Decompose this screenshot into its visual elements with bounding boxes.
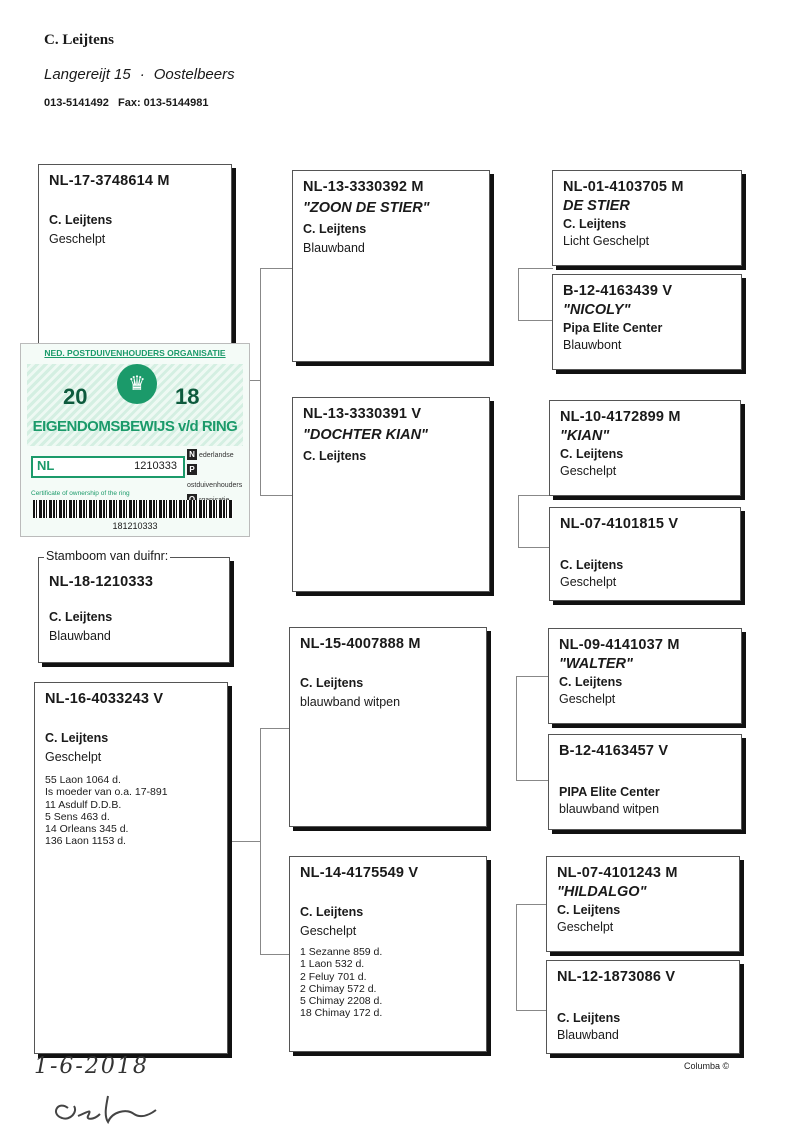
handwritten-date: 1-6-2018 bbox=[34, 1054, 149, 1079]
great-grandparent-card bbox=[552, 274, 742, 370]
connector bbox=[518, 320, 553, 321]
connector bbox=[516, 1010, 548, 1011]
result-line: 18 Chimay 172 d. bbox=[300, 1007, 383, 1020]
owner: C. Leijtens bbox=[560, 447, 624, 461]
owner: C. Leijtens bbox=[560, 558, 624, 572]
ring-number: NL-12-1873086 V bbox=[557, 969, 676, 985]
owner: C. Leijtens bbox=[303, 222, 367, 236]
subject-card bbox=[38, 557, 230, 663]
color: Licht Geschelpt bbox=[563, 234, 650, 248]
results-list bbox=[45, 774, 217, 848]
connector bbox=[516, 904, 517, 1010]
pigeon-name: "DOCHTER KIAN" bbox=[303, 427, 428, 443]
npo-letter: N bbox=[187, 449, 197, 460]
result-line: 136 Laon 1153 d. bbox=[45, 835, 126, 848]
result-line: 14 Orleans 345 d. bbox=[45, 823, 129, 836]
ring-number: NL-07-4101815 V bbox=[560, 516, 679, 532]
result-line: 2 Chimay 572 d. bbox=[300, 982, 377, 995]
color: Blauwbont bbox=[563, 338, 622, 352]
result-line: 1 Laon 532 d. bbox=[300, 958, 365, 971]
color: blauwband witpen bbox=[559, 802, 660, 816]
sticker-year-left: 20 bbox=[63, 384, 88, 409]
ring-number: NL-07-4101243 M bbox=[557, 865, 678, 881]
handwritten-signature-icon bbox=[48, 1090, 168, 1131]
owner: C. Leijtens bbox=[49, 213, 113, 227]
connector bbox=[260, 268, 261, 495]
color: Geschelpt bbox=[560, 464, 617, 478]
result-line: 5 Chimay 2208 d. bbox=[300, 995, 383, 1008]
color: Geschelpt bbox=[557, 920, 614, 934]
connector bbox=[518, 268, 553, 269]
color: Blauwband bbox=[49, 629, 111, 643]
mother-card bbox=[34, 682, 228, 1054]
connector bbox=[260, 728, 290, 729]
connector bbox=[260, 728, 261, 954]
owner: C. Leijtens bbox=[300, 676, 364, 690]
color: Geschelpt bbox=[560, 575, 617, 589]
owner: C. Leijtens bbox=[557, 1011, 621, 1025]
npo-word: ostduivenhouders bbox=[187, 482, 243, 489]
great-grandparent-card bbox=[546, 960, 740, 1054]
connector bbox=[516, 780, 550, 781]
pigeon-name: "HILDALGO" bbox=[557, 884, 647, 900]
ring-number: NL-18-1210333 bbox=[49, 574, 154, 590]
breeder-address bbox=[44, 66, 235, 83]
ring-number: NL-13-3330392 M bbox=[303, 179, 424, 195]
city: Oostelbeers bbox=[153, 66, 235, 83]
ring-number: NL-14-4175549 V bbox=[300, 865, 419, 881]
owner: C. Leijtens bbox=[557, 903, 621, 917]
connector bbox=[518, 495, 550, 496]
color: blauwband witpen bbox=[300, 695, 401, 709]
granddam-maternal-card bbox=[289, 856, 487, 1052]
ring-number: NL-15-4007888 M bbox=[300, 636, 421, 652]
color: Geschelpt bbox=[559, 692, 616, 706]
barcode-icon bbox=[33, 500, 233, 518]
ring-number: NL-01-4103705 M bbox=[563, 179, 684, 195]
sticker-org-logo bbox=[187, 448, 249, 508]
father-card bbox=[38, 164, 232, 354]
sticker-ring-number: 1210333 bbox=[134, 460, 177, 472]
sticker-year-right: 18 bbox=[175, 384, 200, 409]
sticker-footnote: Certificate of ownership of the ring bbox=[31, 490, 130, 497]
color: Blauwband bbox=[303, 241, 365, 255]
owner: C. Leijtens bbox=[300, 905, 364, 919]
color: Geschelpt bbox=[300, 924, 357, 938]
great-grandparent-card bbox=[549, 507, 741, 601]
pigeon-name: DE STIER bbox=[563, 198, 630, 214]
owner: C. Leijtens bbox=[49, 610, 113, 624]
ring-number: NL-16-4033243 V bbox=[45, 691, 164, 707]
connector bbox=[516, 676, 517, 780]
ring-ownership-sticker bbox=[20, 343, 250, 537]
street: Langereijt 15 bbox=[44, 66, 131, 83]
sticker-ring-box bbox=[31, 456, 185, 478]
connector bbox=[518, 268, 519, 320]
connector bbox=[260, 268, 293, 269]
sticker-doc-title: EIGENDOMSBEWIJS v/d RING bbox=[32, 418, 238, 435]
granddam-paternal-card bbox=[292, 397, 490, 592]
great-grandparent-card bbox=[546, 856, 740, 952]
results-list bbox=[300, 946, 476, 1020]
pigeon-name: "WALTER" bbox=[559, 656, 633, 672]
ring-number: NL-10-4172899 M bbox=[560, 409, 681, 425]
pigeon-name: "KIAN" bbox=[560, 428, 610, 444]
sticker-org-title: NED. POSTDUIVENHOUDERS ORGANISATIE bbox=[44, 348, 226, 358]
great-grandparent-card bbox=[548, 628, 742, 724]
owner: PIPA Elite Center bbox=[559, 785, 660, 799]
result-line: 1 Sezanne 859 d. bbox=[300, 946, 383, 958]
breeder-name: C. Leijtens bbox=[44, 32, 114, 48]
ring-number: NL-09-4141037 M bbox=[559, 637, 680, 653]
owner: C. Leijtens bbox=[563, 217, 627, 231]
great-grandparent-card bbox=[552, 170, 742, 266]
result-line: 11 Asdulf D.D.B. bbox=[45, 798, 122, 811]
connector bbox=[260, 954, 290, 955]
connector bbox=[228, 841, 260, 842]
grandsire-maternal-card bbox=[289, 627, 487, 827]
pigeon-name: "ZOON DE STIER" bbox=[303, 200, 430, 216]
grandsire-paternal-card bbox=[292, 170, 490, 362]
color: Blauwband bbox=[557, 1028, 619, 1042]
pedigree-label: Stamboom van duifnr: bbox=[46, 549, 169, 563]
npo-word: ederlandse bbox=[199, 452, 234, 459]
pigeon-name: "NICOLY" bbox=[563, 302, 631, 318]
owner: C. Leijtens bbox=[559, 675, 623, 689]
sticker-country: NL bbox=[37, 458, 55, 473]
ring-number: B-12-4163439 V bbox=[563, 283, 673, 299]
result-line: 5 Sens 463 d. bbox=[45, 810, 110, 823]
ring-number: NL-17-3748614 M bbox=[49, 173, 170, 189]
brand-footer: Columba © bbox=[684, 1061, 730, 1071]
ring-number: B-12-4163457 V bbox=[559, 743, 669, 759]
owner: C. Leijtens bbox=[45, 731, 109, 745]
result-line: 2 Feluy 701 d. bbox=[300, 970, 367, 983]
connector bbox=[518, 547, 550, 548]
result-line: 55 Laon 1064 d. bbox=[45, 774, 121, 786]
npo-letter: P bbox=[187, 464, 197, 475]
connector bbox=[518, 495, 519, 547]
phone-fax: 013-5141492 Fax: 013-5144981 bbox=[44, 97, 209, 109]
owner: C. Leijtens bbox=[303, 449, 367, 463]
color: Geschelpt bbox=[49, 232, 106, 246]
ring-number: NL-13-3330391 V bbox=[303, 406, 422, 422]
lion-crest-icon: ♛ bbox=[117, 364, 157, 404]
color: Geschelpt bbox=[45, 750, 102, 764]
connector bbox=[516, 676, 550, 677]
result-line: Is moeder van o.a. 17-891 bbox=[45, 786, 168, 799]
sticker-barcode-number: 181210333 bbox=[112, 521, 158, 531]
great-grandparent-card bbox=[548, 734, 742, 830]
great-grandparent-card bbox=[549, 400, 741, 496]
owner: Pipa Elite Center bbox=[563, 321, 663, 335]
connector bbox=[260, 495, 293, 496]
connector bbox=[516, 904, 548, 905]
address-separator: · bbox=[139, 66, 145, 83]
